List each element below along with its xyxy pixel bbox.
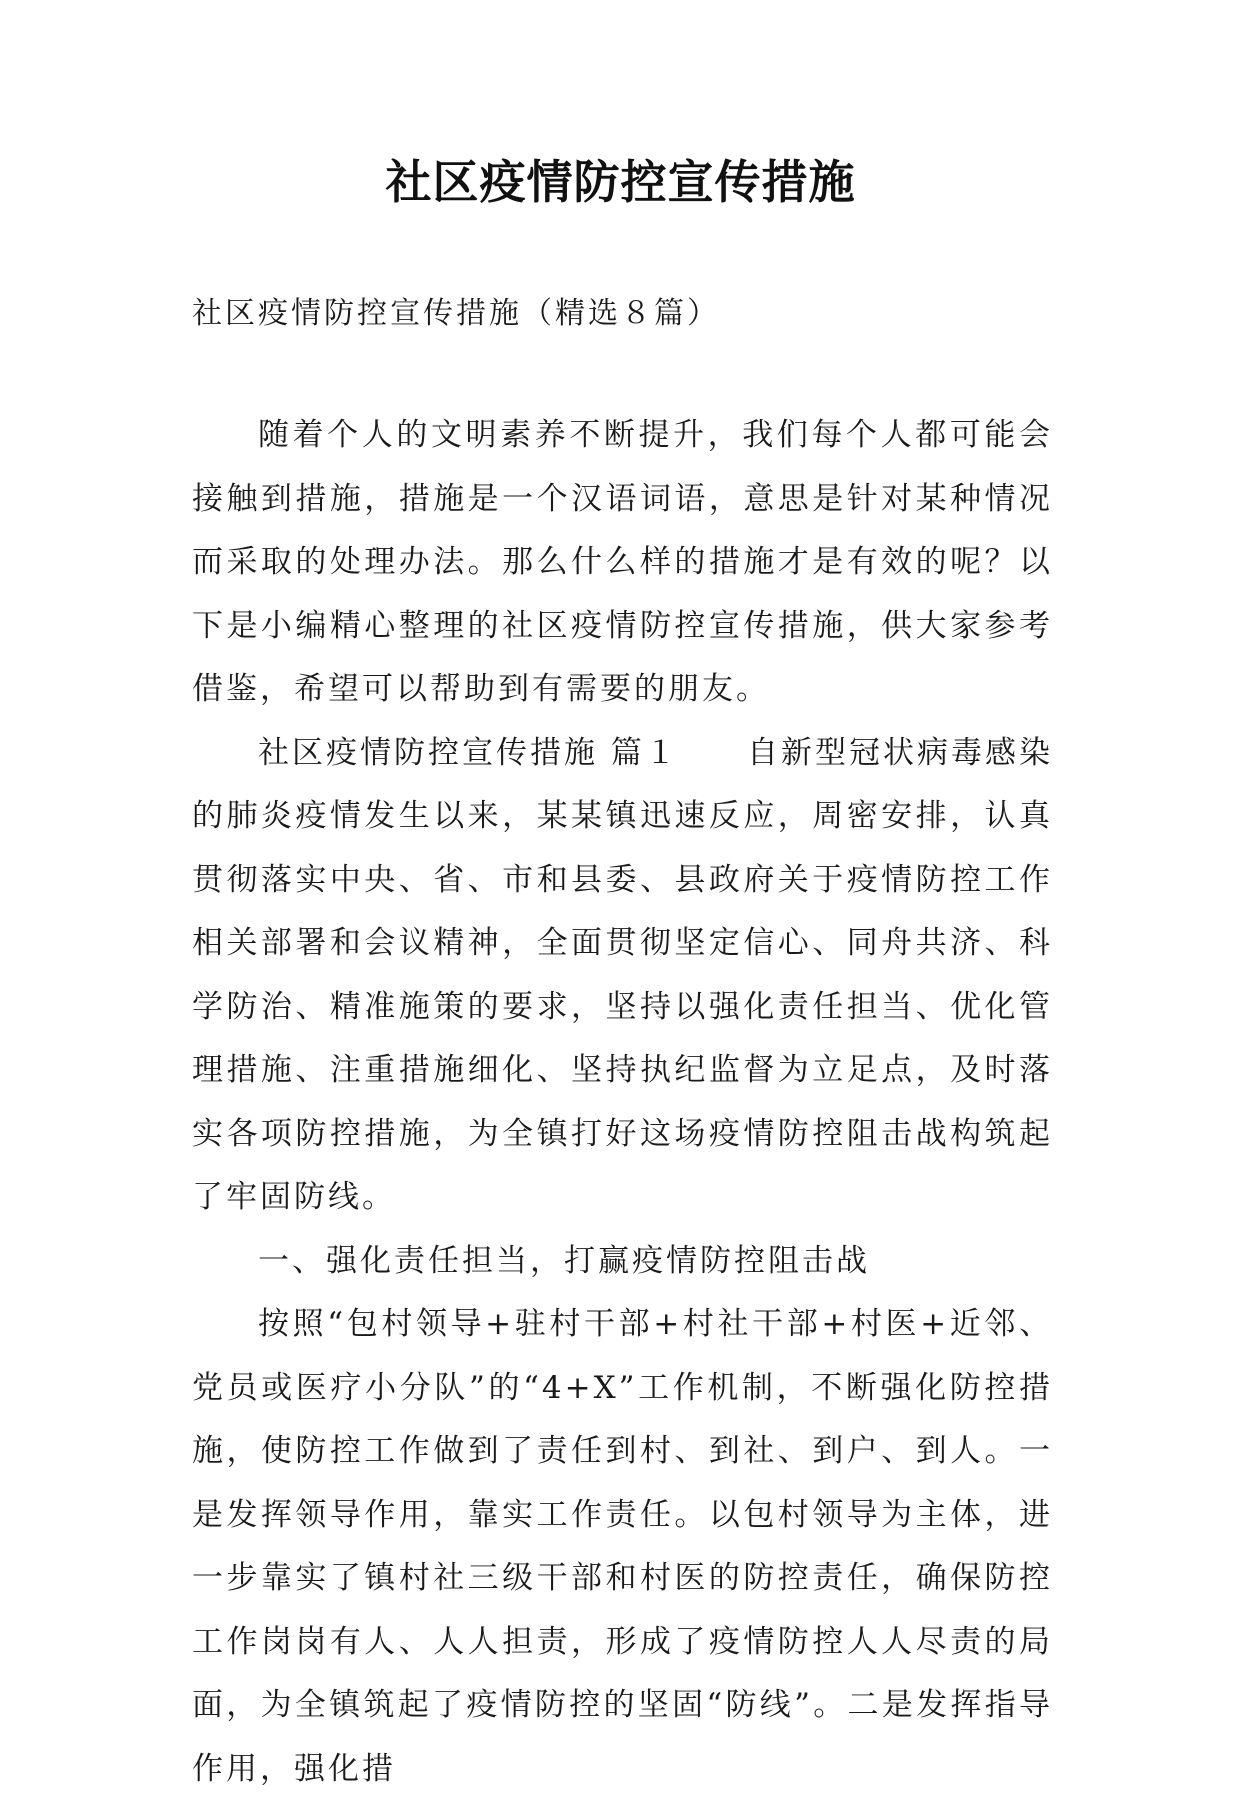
paragraph-mechanism: 按照“包村领导+驻村干部+村社干部+村医+近邻、党员或医疗小分队”的“4+X”工作机制，不断强化防控措施，使防控工作做到了责任到村、到社、到户、到人。一是发挥领导作用，靠实工作责任。以包村领导为主体，进一步靠实了镇村社三级干部和村医的防控责任，确保防控工作岗岗有人、人人担责，形成了疫情防控人人尽责的局面，为全镇筑起了疫情防控的坚固“防线”。二是发挥指导作用，强化措 (192, 1306, 1053, 1787)
document-body (192, 404, 1053, 1801)
section-heading-1: 一、强化责任担当，打赢疫情防控阻击战 (258, 1242, 870, 1279)
paragraph-intro: 随着个人的文明素养不断提升，我们每个人都可能会接触到措施，措施是一个汉语词语，意思是针对某种情况而采取的处理办法。那么什么样的措施才是有效的呢？以下是小编精心整理的社区疫情防控宣传措施，供大家参考借鉴，希望可以帮助到有需要的朋友。 (192, 417, 1053, 707)
paragraph-part-1: 社区疫情防控宣传措施 篇１ 自新型冠状病毒感染的肺炎疫情发生以来，某某镇迅速反应，周密安排，认真贯彻落实中央、省、市和县委、县政府关于疫情防控工作相关部署和会议精神，全面贯彻坚定信心、同舟共济、科学防治、精准施策的要求，坚持以强化责任担当、优化管理措施、注重措施细化、坚持执纪监督为立足点，及时落实各项防控措施，为全镇打好这场疫情防控阻击战构筑起了牢固防线。 (192, 734, 1053, 1215)
document-title: 社区疫情防控宣传措施 (385, 155, 856, 209)
document-subtitle: 社区疫情防控宣传措施（精选８篇） (192, 296, 720, 331)
